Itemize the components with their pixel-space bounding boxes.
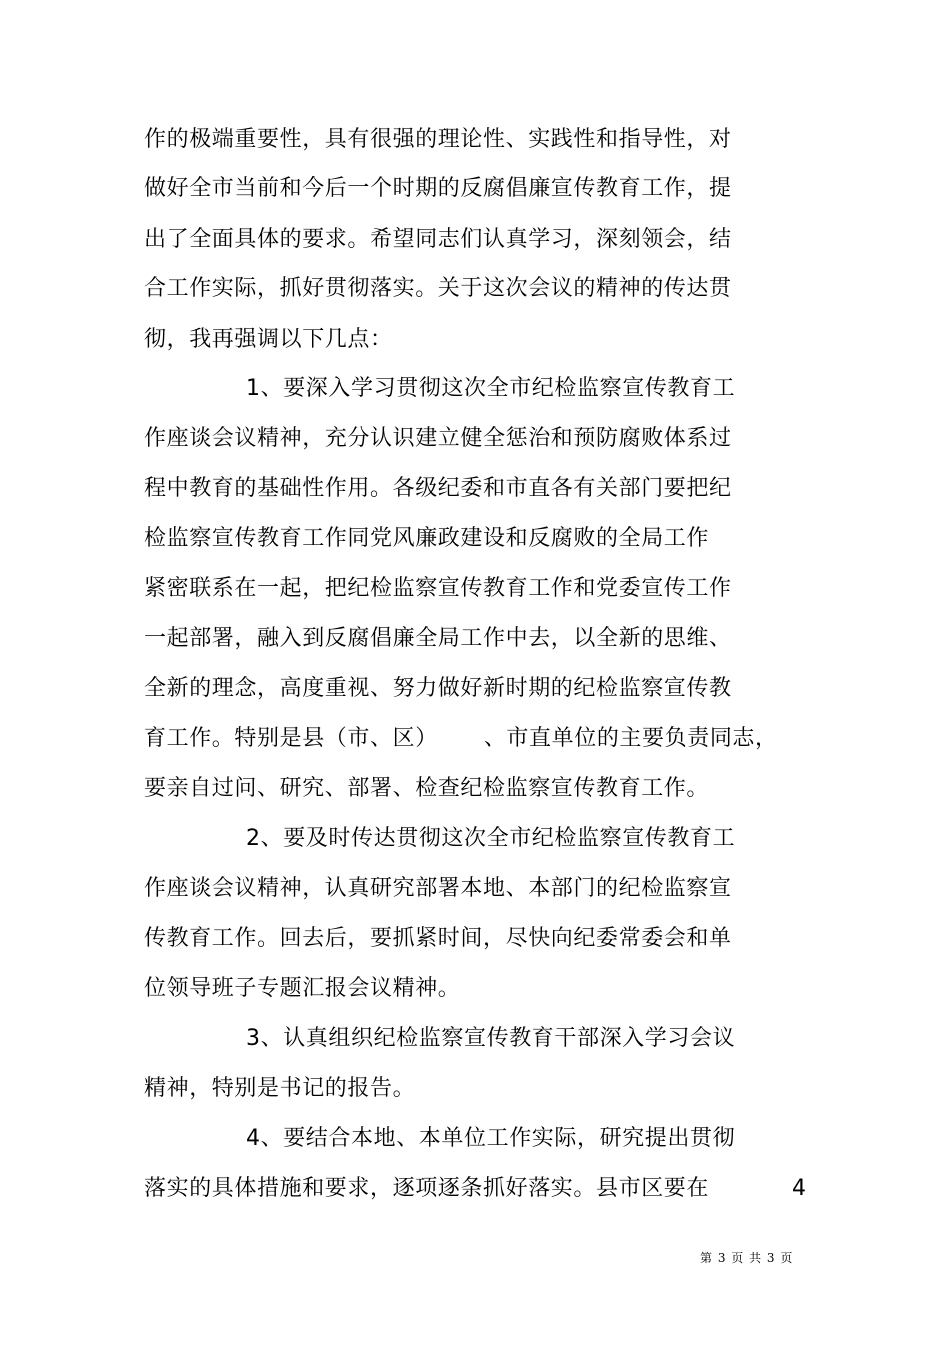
- text-line: 出了全面具体的要求。希望同志们认真学习，深刻领会，结: [144, 227, 732, 252]
- text-line: 要亲自过问、研究、部署、检查纪检监察宣传教育工作。: [144, 776, 710, 801]
- text-line: 一起部署，融入到反腐倡廉全局工作中去，以全新的思维、: [144, 626, 732, 651]
- paragraph-1-first-line: 1、要深入学习贯彻这次全市纪检监察宣传教育工: [246, 376, 736, 401]
- text-line: 做好全市当前和今后一个时期的反腐倡廉宣传教育工作，提: [144, 176, 732, 201]
- text-line: 位领导班子专题汇报会议精神。: [144, 976, 461, 1001]
- text-line: 合工作实际，抓好贯彻落实。关于这次会议的精神的传达贯: [144, 276, 732, 301]
- split-line-part-2: 、市直单位的主要负责同志，: [483, 726, 778, 751]
- text-line: 彻，我再强调以下几点：: [144, 327, 393, 352]
- text-line: 作座谈会议精神，充分认识建立健全惩治和预防腐败体系过: [144, 426, 732, 451]
- text-line: 传教育工作。回去后，要抓紧时间，尽快向纪委常委会和单: [144, 926, 732, 951]
- text-line: 精神，特别是书记的报告。: [144, 1076, 416, 1101]
- paragraph-2-first-line: 2、要及时传达贯彻这次全市纪检监察宣传教育工: [246, 826, 736, 851]
- text-line: 作的极端重要性，具有很强的理论性、实践性和指导性，对: [144, 127, 732, 152]
- text-line: 落实的具体措施和要求，逐项逐条抓好落实。县市区要在: [144, 1176, 710, 1201]
- text-line-split: [144, 724, 778, 754]
- paragraph-4-first-line: 4、要结合本地、本单位工作实际，研究提出贯彻: [246, 1126, 736, 1151]
- text-line: 紧密联系在一起，把纪检监察宣传教育工作和党委宣传工作: [144, 576, 732, 601]
- paragraph-3-first-line: 3、认真组织纪检监察宣传教育干部深入学习会议: [246, 1026, 736, 1051]
- text-line: 程中教育的基础性作用。各级纪委和市直各有关部门要把纪: [144, 476, 732, 501]
- text-line: 作座谈会议精神，认真研究部署本地、本部门的纪检监察宣: [144, 876, 732, 901]
- split-line-part-1: 育工作。特别是县（市、区）: [144, 726, 438, 751]
- margin-page-number: 4: [792, 1176, 806, 1201]
- text-line: 检监察宣传教育工作同党风廉政建设和反腐败的全局工作: [144, 526, 710, 551]
- page-footer: 第 3 页 共 3 页: [700, 1251, 794, 1265]
- text-line: 全新的理念，高度重视、努力做好新时期的纪检监察宣传教: [144, 676, 732, 701]
